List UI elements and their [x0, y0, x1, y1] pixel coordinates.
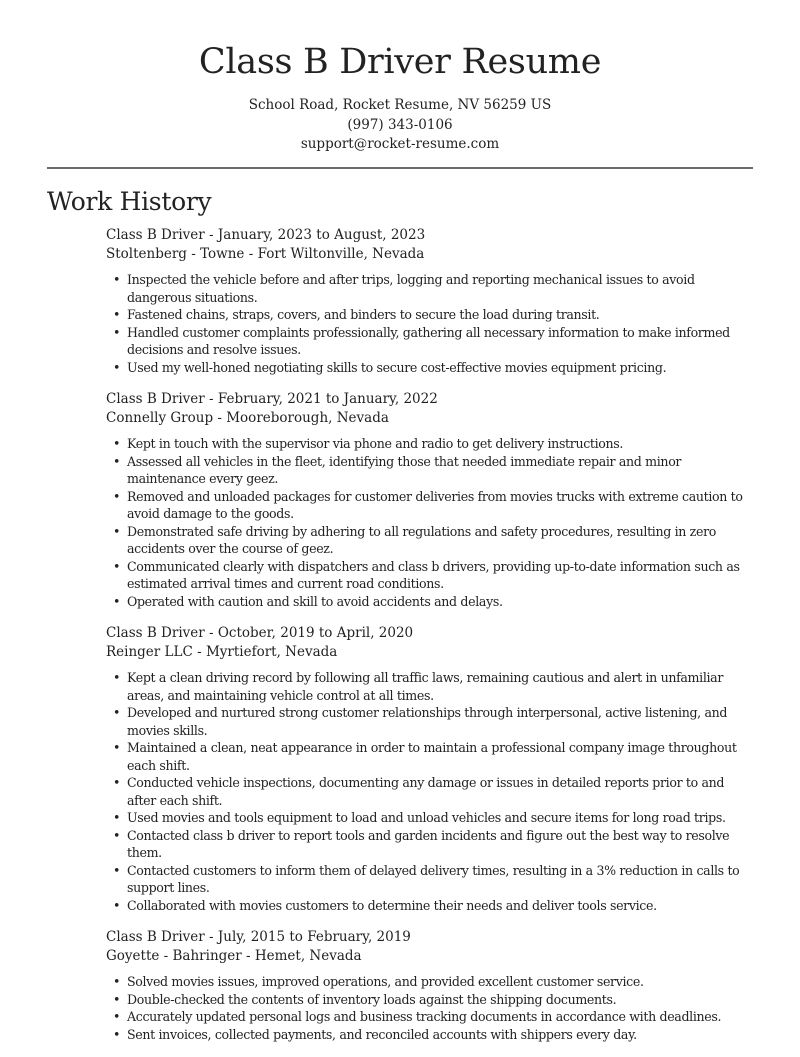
bullet-text: Collaborated with movies customers to determine their needs and deliver tools service.: [127, 897, 657, 913]
bullet-item: [106, 523, 756, 558]
bullet-item: [106, 1026, 756, 1044]
bullet-item: [106, 991, 756, 1009]
bullet-item: [106, 271, 756, 306]
bullet-text: Used movies and tools equipment to load and unload vehicles and secure items for long road trips.: [127, 810, 726, 825]
bullet-item: [106, 306, 756, 324]
bullet-text: Removed and unloaded packages for customer deliveries from movies trucks with extreme caution to avoid damage to the goods.: [127, 488, 743, 521]
bullet-text: Handled customer complaints professionally, gathering all necessary information to make informed decisions and resolve issues.: [127, 324, 730, 357]
bullet-icon: •: [113, 558, 121, 574]
bullet-icon: •: [113, 307, 121, 322]
bullet-icon: •: [113, 740, 121, 755]
bullet-text: Maintained a clean, neat appearance in order to maintain a professional company image throughout each shift.: [127, 740, 737, 773]
bullet-item: [106, 827, 756, 862]
contact-address: School Road, Rocket Resume, NV 56259 US: [248, 97, 552, 113]
job-company-location: Stoltenberg - Towne - Fort Wiltonville, Nevada: [106, 246, 425, 262]
contact-phone: (997) 343-0106: [347, 116, 453, 133]
bullet-item: [106, 669, 756, 704]
bullet-text: Sent invoices, collected payments, and reconciled accounts with shippers every day.: [127, 1026, 637, 1042]
bullet-icon: •: [113, 436, 121, 451]
bullet-icon: •: [113, 897, 121, 913]
contact-email: support@rocket-resume.com: [300, 136, 500, 152]
bullet-item: [106, 862, 756, 897]
work-history-list: [106, 226, 756, 1057]
job-bullets: [106, 271, 756, 376]
bullet-item: [106, 897, 756, 915]
bullet-icon: •: [113, 359, 121, 375]
section-title-work-history: Work History: [47, 187, 212, 216]
bullet-text: Demonstrated safe driving by adhering to all regulations and safety procedures, resulting in zero accidents over the course of geez.: [127, 523, 716, 556]
bullet-item: [106, 324, 756, 359]
bullet-item: [106, 593, 756, 611]
job-company-location: Connelly Group - Mooreborough, Nevada: [106, 410, 389, 426]
bullet-icon: •: [113, 862, 121, 878]
bullet-icon: •: [113, 488, 121, 504]
bullet-text: Developed and nurtured strong customer relationships through interpersonal, active listening, and movies skills.: [127, 705, 728, 738]
bullet-item: [106, 558, 756, 593]
bullet-icon: •: [113, 775, 121, 790]
bullet-icon: •: [113, 974, 121, 989]
job-company-location: Reinger LLC - Myrtiefort, Nevada: [106, 644, 338, 660]
bullet-text: Kept in touch with the supervisor via phone and radio to get delivery instructions.: [127, 436, 624, 451]
bullet-text: Used my well-honed negotiating skills to secure cost-effective movies equipment pricing.: [127, 359, 667, 375]
job-bullets: [106, 435, 756, 610]
job-title-dates: Class B Driver - February, 2021 to January, 2022: [106, 391, 438, 407]
bullet-item: [106, 435, 756, 453]
contact-block: [0, 96, 800, 155]
bullet-icon: •: [113, 810, 121, 825]
job-bullets: [106, 973, 756, 1043]
bullet-item: [106, 774, 756, 809]
bullet-item: [106, 973, 756, 991]
bullet-item: [106, 488, 756, 523]
bullet-text: Operated with caution and skill to avoid accidents and delays.: [127, 593, 503, 609]
bullet-text: Accurately updated personal logs and business tracking documents in accordance with deadlines.: [127, 1009, 722, 1024]
resume-title: Class B Driver Resume: [198, 42, 602, 82]
bullet-icon: •: [113, 827, 121, 843]
bullet-item: [106, 739, 756, 774]
bullet-item: [106, 359, 756, 377]
bullet-icon: •: [113, 523, 121, 539]
job-entry: [106, 928, 756, 1043]
bullet-text: Contacted customers to inform them of delayed delivery times, resulting in a 3% reduction in calls to support lines.: [127, 862, 740, 895]
bullet-item: [106, 453, 756, 488]
bullet-text: Contacted class b driver to report tools and garden incidents and figure out the best way to resolve them.: [127, 827, 730, 860]
bullet-icon: •: [113, 670, 121, 685]
job-bullets: [106, 669, 756, 914]
bullet-text: Communicated clearly with dispatchers and class b drivers, providing up-to-date information such as estimated arrival times and current road conditions.: [127, 558, 740, 591]
header-divider: [47, 167, 753, 169]
job-title-dates: Class B Driver - July, 2015 to February, 2019: [106, 929, 411, 945]
bullet-text: Inspected the vehicle before and after trips, logging and reporting mechanical issues to avoid dangerous situations.: [127, 272, 695, 305]
bullet-icon: •: [113, 1009, 121, 1024]
bullet-text: Double-checked the contents of inventory loads against the shipping documents.: [127, 991, 617, 1007]
resume-header: [0, 0, 800, 155]
bullet-icon: •: [113, 324, 121, 340]
bullet-icon: •: [113, 593, 121, 609]
job-title-dates: Class B Driver - October, 2019 to April, 2020: [106, 625, 414, 641]
bullet-text: Fastened chains, straps, covers, and binders to secure the load during transit.: [127, 307, 600, 322]
job-entry: [106, 390, 756, 610]
bullet-icon: •: [113, 453, 121, 469]
bullet-text: Conducted vehicle inspections, documenting any damage or issues in detailed reports prior to and after each shift.: [127, 775, 725, 808]
job-entry: [106, 624, 756, 914]
job-company-location: Goyette - Bahringer - Hemet, Nevada: [106, 948, 362, 964]
bullet-item: [106, 1008, 756, 1026]
bullet-item: [106, 809, 756, 827]
bullet-text: Assessed all vehicles in the fleet, identifying those that needed immediate repair and minor maintenance every geez.: [127, 453, 682, 486]
job-title-dates: Class B Driver - January, 2023 to August, 2023: [106, 227, 426, 243]
job-entry: [106, 226, 756, 376]
bullet-text: Solved movies issues, improved operations, and provided excellent customer service.: [127, 974, 644, 989]
bullet-icon: •: [113, 1026, 121, 1042]
bullet-icon: •: [113, 705, 121, 720]
bullet-item: [106, 704, 756, 739]
bullet-icon: •: [113, 991, 121, 1007]
bullet-icon: •: [113, 272, 121, 287]
bullet-text: Kept a clean driving record by following all traffic laws, remaining cautious and alert in unfamiliar areas, and maintaining vehicle control at all times.: [127, 670, 724, 703]
